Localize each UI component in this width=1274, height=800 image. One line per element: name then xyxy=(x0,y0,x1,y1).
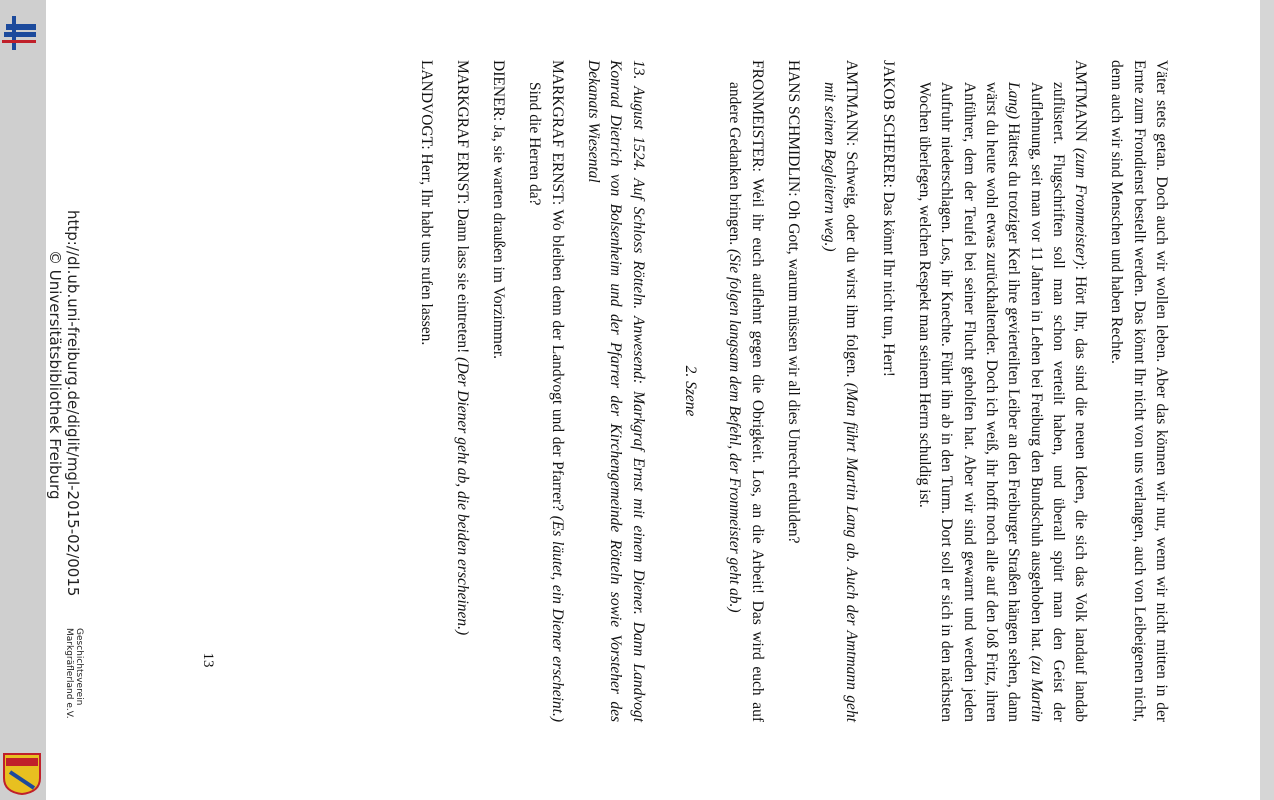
right-gutter xyxy=(1260,0,1274,800)
stage-direction: (Der Diener geht ab, die beiden erscheinen.) xyxy=(453,357,471,636)
dialogue-text: : Wo bleiben denn der Landvogt und der Pfarrer? xyxy=(548,200,566,512)
dialogue-text: : Dann lass sie eintreten! xyxy=(453,200,471,354)
copyright-line: © Universitätsbibliothek Freiburg xyxy=(46,250,64,500)
left-gutter xyxy=(0,0,46,800)
org-line-2: Markgräflerland e.V. xyxy=(64,628,74,719)
speaker-name: MARKGRAF ERNST xyxy=(453,60,471,201)
dialogue-text: Hättest du trotziger Kerl ihre gevierteilten Leiber an den Freiburger Straßen hängen sehen, dann wärst du heute wohl etwas zurückhaltender. Doch ich weiß, ihr hofft noch alle auf den Joß Fritz, ihren Anführer, dem der Teufel bei seiner Flucht geholfen hat. Aber wir sind gewarnt und werden jeden Aufruhr niederschlagen. Los, ihr Knechte. Führt ihn ab in den Turm. Dort soll er sich in den nächsten Wochen überlegen, welchen Respekt man seinem Herrn schuldig ist. xyxy=(916,82,1023,722)
coat-of-arms-icon xyxy=(2,752,42,796)
dialogue-amtmann-2 xyxy=(818,60,863,722)
speaker-name: LANDVOGT xyxy=(417,60,435,146)
library-logo-icon xyxy=(0,10,40,60)
dialogue-text: : Das könnt Ihr nicht tun, Herr! xyxy=(879,183,897,377)
paragraph-0 xyxy=(1105,60,1172,722)
dialogue-amtmann-1 xyxy=(913,60,1091,722)
speaker-name: FRONMEISTER xyxy=(748,60,766,168)
stage-direction: (zum Fronmeister) xyxy=(1072,148,1090,266)
document-page xyxy=(46,0,1260,800)
dialogue-diener xyxy=(487,60,509,722)
dialogue-jakob-scherer xyxy=(876,60,898,722)
source-url[interactable]: http://dl.ub.uni-freiburg.de/diglit/mgl-2015-02/0015 xyxy=(64,210,82,597)
dialogue-text: : Ja, sie warten draußen im Vorzimmer. xyxy=(490,116,508,360)
dialogue-markgraf-1 xyxy=(523,60,568,722)
speaker-name: HANS SCHMIDLIN xyxy=(784,60,802,193)
dialogue-landvogt xyxy=(414,60,436,722)
stage-direction: (Es läutet, ein Diener erscheint.) xyxy=(548,515,566,723)
dialogue-text: Sind die Herren da? xyxy=(526,82,544,206)
page-body xyxy=(400,60,1172,722)
speaker-name: AMTMANN xyxy=(1072,60,1090,142)
org-label xyxy=(64,628,84,719)
org-line-1: Geschichtsverein xyxy=(74,628,84,706)
dialogue-text: : Hört Ihr, das sind die neuen Ideen, die sich das Volk landauf landab zuflüstert. Flugschriften soll man schon verteilt haben, und überall spürt man den Geist der Auflehnung, seit man vor 11 Jahren in Lehen bei Freiburg den Bundschuh ausgehoben hat. xyxy=(1027,82,1090,723)
page-number-text: 13 xyxy=(200,652,216,668)
speaker-name: DIENER xyxy=(490,60,508,117)
paragraph-text: Väter stets getan. Doch auch wir wollen leben. Aber das können wir nur, wenn wir nicht mitten in der Ernte zum Frondienst bestellt werden. Das könnt Ihr nicht von uns verlangen, auch von Leibeigenen nicht, denn auch wir sind Menschen und haben Rechte. xyxy=(1108,60,1170,722)
speaker-name: AMTMANN xyxy=(843,60,861,142)
scene-title: 2. Szene xyxy=(681,365,699,417)
stage-direction: (zu Martin Lang) xyxy=(1005,82,1045,722)
dialogue-text: : Schweig, oder du wirst ihm folgen. xyxy=(843,141,861,378)
dialogue-text: : Herr, Ihr habt uns rufen lassen. xyxy=(417,145,435,346)
stage-direction: (Man führt Martin Lang ab. Auch der Amtmann geht mit seinen Begleitern weg.) xyxy=(821,82,861,722)
dialogue-text: : Weil ihr euch auflehnt gegen die Obrigkeit. Los, an die Arbeit! Das wird euch auf andere Gedanken bringen. xyxy=(726,82,766,722)
speaker-name: JAKOB SCHERER xyxy=(879,60,897,184)
speaker-name: MARKGRAF ERNST xyxy=(548,60,566,201)
dialogue-text: : Oh Gott, warum müssen wir all dies Unrecht erdulden? xyxy=(784,192,802,544)
scene-intro: 13. August 1524. Auf Schloss Rötteln. Anwesend: Markgraf Ernst mit einem Diener. Dann Landvogt Konrad Dietrich von Bolsenheim und der Pfarrer der Kirchengemeinde Rötteln sowie Vorsteher des Dekanats Wiesental xyxy=(585,60,647,722)
dialogue-markgraf-2 xyxy=(451,60,473,722)
stage-direction: (Sie folgen langsam dem Befehl, der Fronmeister geht ab.) xyxy=(726,248,744,613)
page-number xyxy=(199,0,216,800)
dialogue-hans-schmidlin xyxy=(782,60,804,722)
dialogue-fronmeister xyxy=(723,60,768,722)
